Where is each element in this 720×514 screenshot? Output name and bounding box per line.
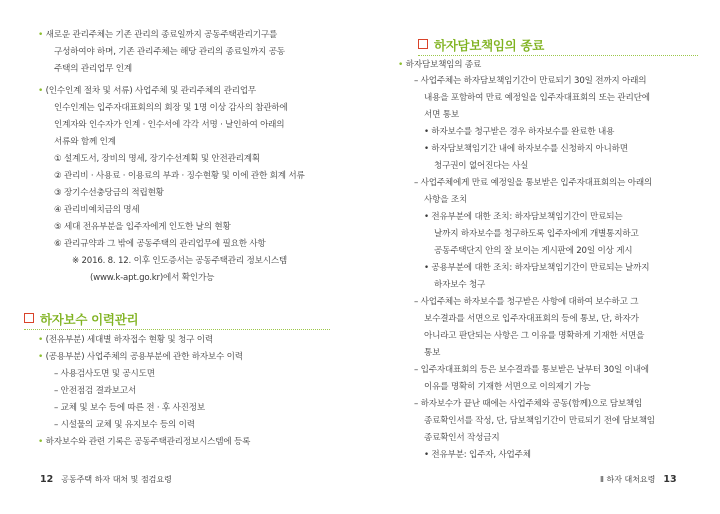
bullet-dot-icon: • <box>38 335 44 345</box>
text-line-content: 하자보수와 관련 기록은 공동주택관리정보시스템에 등록 <box>45 437 251 447</box>
text-line <box>424 381 591 393</box>
square-bullet-icon <box>24 313 34 323</box>
text-line <box>54 419 195 431</box>
text-line <box>54 221 231 233</box>
page-number-right: 13 <box>663 474 677 485</box>
text-line-content: 종료확인서 작성금지 <box>424 433 500 443</box>
text-line-content: 하자담보책임의 종료 <box>405 60 482 70</box>
text-line <box>424 313 639 325</box>
text-line <box>54 238 266 250</box>
text-line-content: • 전유부분에 대한 조치: 하자담보책임기간이 만료되는 <box>424 212 623 222</box>
text-line-content: 사항을 조치 <box>424 195 468 205</box>
text-line-content: 내용을 포함하여 만료 예정일을 입주자대표회의 또는 관리단에 <box>424 93 650 103</box>
text-line <box>54 402 205 414</box>
text-line-content: (인수인계 절차 및 서류) 사업주체 및 관리주체의 관리업무 <box>45 86 257 96</box>
text-line <box>414 75 646 87</box>
text-line <box>54 119 284 131</box>
text-line-content: ③ 장기수선충당금의 적립현황 <box>54 188 164 198</box>
text-line-content: (전유부분) 세대별 하자접수 현황 및 청구 이력 <box>45 335 213 345</box>
text-line <box>424 432 499 444</box>
text-line <box>90 272 214 284</box>
text-line <box>434 228 639 240</box>
text-line-content: 보수결과를 서면으로 입주자대표회의 등에 통보, 단, 하자가 <box>424 314 639 324</box>
text-line <box>424 347 440 359</box>
text-line-content: 아니라고 판단되는 사항은 그 이유를 명확하게 기재한 서면을 <box>424 331 645 341</box>
text-line-content: • 전유부분: 입주자, 사업주체 <box>424 450 531 460</box>
text-line-content: 구성하여야 하며, 기존 관리주체는 해당 관리의 종료일까지 공동 <box>54 47 285 57</box>
text-line-content: 주택의 관리업무 인계 <box>54 64 132 74</box>
text-line-content: 공동주택단지 안의 잘 보이는 게시판에 20일 이상 게시 <box>434 246 633 256</box>
heading-divider <box>24 329 330 330</box>
text-line-content: • 하자보수를 청구받은 경우 하자보수를 완료한 내용 <box>424 127 615 137</box>
text-line-content: 이유를 명확히 기재한 서면으로 이의제기 가능 <box>424 382 591 392</box>
text-line <box>54 187 164 199</box>
text-line <box>424 330 644 342</box>
text-line-content: – 하자보수가 끝난 때에는 사업주체와 공동(함께)으로 담보책임 <box>414 399 643 409</box>
heading-divider <box>418 55 698 56</box>
text-line <box>54 385 136 397</box>
text-line-content: (www.k-apt.go.kr)에서 확인가능 <box>90 273 215 283</box>
text-line <box>54 204 139 216</box>
text-line <box>424 211 622 223</box>
text-line-content: 날까지 하자보수를 청구하도록 입주자에게 개별통지하고 <box>434 229 639 239</box>
text-line-content: 인수인계는 입주자대표회의의 회장 및 1명 이상 감사의 참관하에 <box>54 103 288 113</box>
text-line-content: 청구권이 없어진다는 사실 <box>434 161 529 171</box>
text-line <box>424 449 531 461</box>
text-line-content: ⑤ 세대 전유부분을 입주자에게 인도한 날의 현황 <box>54 222 231 232</box>
text-line-content: 종료확인서를 작성, 단, 담보책임기간이 만료되기 전에 담보책임 <box>424 416 655 426</box>
text-line <box>434 160 528 172</box>
text-line-content: • 하자담보책임기간 내에 하자보수를 신청하지 아니하면 <box>424 144 628 154</box>
text-line <box>38 436 250 448</box>
footer-right <box>600 474 677 485</box>
text-line-content: ※ 2016. 8. 12. 이후 인도증서는 공동주택관리 정보시스템 <box>72 256 288 266</box>
text-line <box>414 177 652 189</box>
bullet-dot-icon: • <box>38 437 44 447</box>
text-line <box>424 143 628 155</box>
text-line-content: – 사용검사도면 및 공시도면 <box>54 369 155 379</box>
section-heading-defect-history: 하자보수 이력관리 <box>24 310 138 328</box>
text-line <box>72 255 287 267</box>
text-line-content: – 사업주체는 하자담보책임기간이 만료되기 30일 전까지 아래의 <box>414 76 647 86</box>
text-line <box>54 170 305 182</box>
text-line <box>434 279 485 291</box>
text-line-content: ① 설계도서, 장비의 명세, 장기수선계획 및 안전관리계획 <box>54 154 260 164</box>
bullet-dot-icon: • <box>38 30 44 40</box>
text-line <box>424 92 650 104</box>
text-line-content: • 공용부분에 대한 조치: 하자담보책임기간이 만료되는 날까지 <box>424 263 650 273</box>
footer-chapter-title: Ⅱ 하자 대처요령 <box>600 475 656 484</box>
section-heading-warranty-end: 하자담보책임의 종료 <box>418 36 544 54</box>
bullet-dot-icon: • <box>398 60 404 70</box>
text-line <box>414 296 638 308</box>
text-line <box>38 29 277 41</box>
text-line <box>54 46 285 58</box>
text-line <box>38 334 213 346</box>
text-line <box>38 351 243 363</box>
text-line-content: 서류와 함께 인계 <box>54 137 116 147</box>
text-line <box>54 368 155 380</box>
text-line-content: – 사업주체는 하자보수를 청구받은 사항에 대하여 보수하고 그 <box>414 297 639 307</box>
text-line-content: 통보 <box>424 348 441 358</box>
text-line-content: 인계자와 인수자가 인계 · 인수서에 각각 서명 · 날인하여 아래의 <box>54 120 285 130</box>
text-line <box>54 102 288 114</box>
bullet-dot-icon: • <box>38 86 44 96</box>
text-line-content: (공용부분) 사업주체의 공용부분에 관한 하자보수 이력 <box>45 352 243 362</box>
text-line-content: – 사업주체에게 만료 예정일을 통보받은 입주자대표회의는 아래의 <box>414 178 653 188</box>
text-line <box>54 136 116 148</box>
text-line <box>424 194 467 206</box>
text-line <box>424 109 459 121</box>
text-line-content: – 교체 및 보수 등에 따른 전 · 후 사진정보 <box>54 403 205 413</box>
text-line-content: 하자보수 청구 <box>434 280 486 290</box>
text-line-content: ⑥ 관리규약과 그 밖에 공동주택의 관리업무에 필요한 사항 <box>54 239 266 249</box>
square-bullet-icon <box>418 39 428 49</box>
page-number-left: 12 <box>40 474 54 485</box>
text-line <box>414 364 649 376</box>
text-line-content: – 안전점검 결과보고서 <box>54 386 137 396</box>
text-line-content: – 시설물의 교체 및 유지보수 등의 이력 <box>54 420 195 430</box>
text-line <box>434 245 632 257</box>
text-line <box>424 415 655 427</box>
text-line-content: – 입주자대표회의 등은 보수결과를 통보받은 날부터 30일 이내에 <box>414 365 649 375</box>
text-line <box>54 63 132 75</box>
text-line <box>424 126 614 138</box>
text-line-content: 새로운 관리주체는 기존 관리의 종료일까지 공동주택관리기구를 <box>45 30 278 40</box>
text-line <box>398 59 481 71</box>
text-line <box>54 153 260 165</box>
text-line-content: ④ 관리비예치금의 명세 <box>54 205 140 215</box>
text-line <box>414 398 642 410</box>
text-line-content: ② 관리비 · 사용료 · 이용료의 부과 · 징수현황 및 이에 관한 회계 서류 <box>54 171 305 181</box>
text-line <box>38 85 256 97</box>
text-line-content: 서면 통보 <box>424 110 459 120</box>
footer-left <box>40 474 172 485</box>
bullet-dot-icon: • <box>38 352 44 362</box>
footer-book-title: 공동주택 하자 대처 및 점검요령 <box>61 475 172 484</box>
text-line <box>424 262 649 274</box>
